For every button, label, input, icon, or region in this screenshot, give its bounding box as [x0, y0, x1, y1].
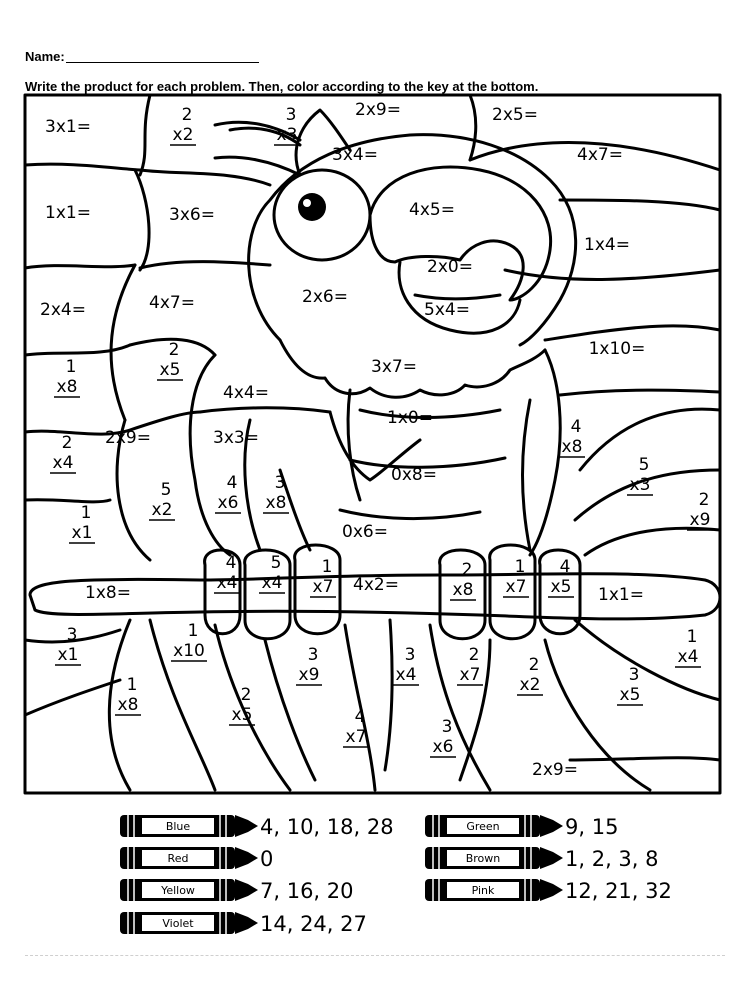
math-problem-p37: [310, 557, 336, 597]
footer-divider: [25, 955, 725, 956]
problem-top-number: 5: [638, 455, 650, 475]
problem-text: 1x4=: [584, 235, 630, 255]
problem-top-number: 3: [628, 665, 640, 685]
crayon-cone: [235, 815, 248, 837]
crayon-color-name: Blue: [165, 820, 191, 833]
key-values: 4, 10, 18, 28: [260, 815, 394, 839]
crayon-tip: [248, 820, 258, 832]
key-entry-red: [120, 847, 273, 871]
instructions: Write the product for each problem. Then, color according to the key at the bottom.: [25, 79, 539, 94]
math-problem-p10: [409, 200, 455, 220]
key-values: 7, 16, 20: [260, 879, 354, 903]
problem-text: 3x6=: [169, 205, 215, 225]
math-problem-p43: [598, 585, 644, 605]
problem-text: 1x1=: [598, 585, 644, 605]
problem-text: 1x1=: [45, 203, 91, 223]
problem-top-number: 3: [285, 105, 297, 125]
math-problem-p30: [263, 473, 289, 513]
problem-top-number: 4: [354, 707, 366, 727]
problem-text: 1x8=: [85, 583, 131, 603]
problem-text: 3x3=: [213, 428, 259, 448]
problem-multiplier: x1: [57, 645, 79, 665]
math-problem-p19: [371, 357, 417, 377]
problem-top-number: 1: [686, 627, 698, 647]
math-problem-p51: [517, 655, 543, 695]
problem-multiplier: x5: [231, 705, 253, 725]
problem-top-number: 2: [240, 685, 252, 705]
math-problem-p36: [259, 553, 285, 593]
crayon-tip: [248, 884, 258, 896]
problem-multiplier: x5: [550, 577, 572, 597]
crayon-cone: [540, 815, 553, 837]
math-problem-p50: [457, 645, 483, 685]
problem-multiplier: x8: [117, 695, 139, 715]
crayon-cone: [235, 847, 248, 869]
crayon-cone: [235, 912, 248, 934]
problem-text: 0x6=: [342, 522, 388, 542]
math-problem-p52: [617, 665, 643, 705]
math-problem-p09: [169, 205, 215, 225]
math-problem-p54: [343, 707, 369, 747]
problem-text: 2x0=: [427, 257, 473, 277]
problem-top-number: 2: [468, 645, 480, 665]
problem-text: 1x10=: [588, 339, 646, 359]
problem-top-number: 3: [274, 473, 286, 493]
problem-top-number: 1: [187, 621, 199, 641]
crayon-tip: [553, 884, 563, 896]
problem-text: 2x4=: [40, 300, 86, 320]
problem-multiplier: x9: [689, 510, 711, 530]
math-problem-p28: [149, 480, 175, 520]
eye-highlight: [303, 199, 311, 207]
math-problem-p48: [296, 645, 322, 685]
problem-multiplier: x3: [276, 125, 298, 145]
problem-multiplier: x6: [432, 737, 454, 757]
math-problem-p41: [548, 557, 574, 597]
math-problem-p27: [627, 455, 653, 495]
problem-multiplier: x4: [261, 573, 283, 593]
math-problem-p05: [492, 105, 538, 125]
math-problem-p04: [355, 100, 401, 120]
math-problem-p46: [675, 627, 701, 667]
problem-top-number: 1: [321, 557, 333, 577]
crayon-tip: [553, 820, 563, 832]
math-problem-p07: [577, 145, 623, 165]
math-problem-p38: [353, 575, 399, 595]
math-problem-p34: [342, 522, 388, 542]
problem-text: 1x0=: [387, 408, 433, 428]
problem-top-number: 3: [441, 717, 453, 737]
math-problem-p23: [50, 433, 76, 473]
crayon-cone: [540, 879, 553, 901]
problem-top-number: 1: [65, 357, 77, 377]
problem-multiplier: x5: [619, 685, 641, 705]
math-problem-p03: [274, 105, 300, 145]
math-problem-p26: [559, 417, 585, 457]
problem-multiplier: x2: [172, 125, 194, 145]
math-problem-p22: [387, 408, 433, 428]
problem-multiplier: x6: [217, 493, 239, 513]
problem-top-number: 2: [528, 655, 540, 675]
crayon-color-name: Violet: [162, 917, 194, 930]
key-values: 14, 24, 27: [260, 912, 367, 936]
math-problem-p45: [171, 621, 207, 661]
problem-text: 0x8=: [391, 465, 437, 485]
key-entry-green: [425, 815, 618, 839]
problem-multiplier: x8: [561, 437, 583, 457]
problem-text: 4x5=: [409, 200, 455, 220]
math-problem-p53: [229, 685, 255, 725]
problem-multiplier: x7: [345, 727, 367, 747]
math-problem-p49: [393, 645, 419, 685]
math-problem-p11: [584, 235, 630, 255]
problem-top-number: 1: [126, 675, 138, 695]
problem-top-number: 4: [570, 417, 582, 437]
math-problem-p29: [215, 473, 241, 513]
problem-multiplier: x8: [56, 377, 78, 397]
problem-top-number: 3: [404, 645, 416, 665]
key-values: 9, 15: [565, 815, 619, 839]
math-problem-p14: [149, 293, 195, 313]
key-values: 12, 21, 32: [565, 879, 672, 903]
problem-multiplier: x4: [216, 573, 238, 593]
problem-multiplier: x3: [629, 475, 651, 495]
problem-multiplier: x7: [459, 665, 481, 685]
key-entry-yellow: [120, 879, 354, 903]
math-problem-p56: [532, 760, 578, 780]
problem-multiplier: x4: [52, 453, 74, 473]
name-label: Name:: [25, 49, 65, 64]
crayon-color-name: Green: [466, 820, 500, 833]
problem-multiplier: x9: [298, 665, 320, 685]
problem-multiplier: x2: [151, 500, 173, 520]
crayon-tip: [248, 852, 258, 864]
key-values: 1, 2, 3, 8: [565, 847, 659, 871]
problem-multiplier: x4: [677, 647, 699, 667]
math-problem-p35: [214, 553, 240, 593]
key-entry-violet: [120, 912, 367, 936]
problem-top-number: 5: [160, 480, 172, 500]
math-problem-p13: [40, 300, 86, 320]
crayon-tip: [553, 852, 563, 864]
problem-top-number: 4: [226, 473, 238, 493]
problem-multiplier: x7: [312, 577, 334, 597]
math-problem-p15: [302, 287, 348, 307]
math-problem-p16: [424, 300, 470, 320]
math-problem-p18: [157, 340, 183, 380]
problem-multiplier: x8: [265, 493, 287, 513]
problem-top-number: 2: [461, 560, 473, 580]
problem-text: 2x5=: [492, 105, 538, 125]
problem-multiplier: x8: [452, 580, 474, 600]
math-problem-p40: [503, 557, 529, 597]
problem-text: 3x1=: [45, 117, 91, 137]
problem-top-number: 3: [66, 625, 78, 645]
crayon-color-name: Yellow: [161, 884, 195, 897]
problem-top-number: 3: [307, 645, 319, 665]
math-problem-p12: [427, 257, 473, 277]
crayon-tip: [248, 917, 258, 929]
problem-top-number: 2: [168, 340, 180, 360]
problem-top-number: 2: [61, 433, 73, 453]
problem-text: 5x4=: [424, 300, 470, 320]
problem-multiplier: x2: [519, 675, 541, 695]
crayon-cone: [540, 847, 553, 869]
math-problem-p17: [54, 357, 80, 397]
key-entry-pink: [425, 879, 672, 903]
eye-pupil: [298, 193, 326, 221]
math-problem-p25: [213, 428, 259, 448]
key-entry-brown: [425, 847, 659, 871]
problem-text: 4x2=: [353, 575, 399, 595]
math-problem-p01: [45, 117, 91, 137]
crayon-color-name: Brown: [465, 852, 501, 865]
math-problem-p21: [223, 383, 269, 403]
math-problem-p08: [45, 203, 91, 223]
crayon-cone: [235, 879, 248, 901]
math-problem-p42: [85, 583, 131, 603]
math-problem-p24: [105, 428, 151, 448]
math-problem-p06: [332, 145, 378, 165]
math-problem-p31: [391, 465, 437, 485]
math-problem-p55: [430, 717, 456, 757]
problem-text: 4x7=: [149, 293, 195, 313]
key-values: 0: [260, 847, 274, 871]
key-entry-blue: [120, 815, 394, 839]
problem-top-number: 1: [80, 503, 92, 523]
color-key: [120, 815, 672, 936]
problem-multiplier: x7: [505, 577, 527, 597]
problem-top-number: 1: [514, 557, 526, 577]
math-problem-p32: [687, 490, 713, 530]
crayon-color-name: Red: [167, 852, 189, 865]
math-problem-p20: [589, 339, 646, 359]
problem-text: 2x9=: [105, 428, 151, 448]
crayon-color-name: Pink: [471, 884, 495, 897]
problem-top-number: 2: [698, 490, 710, 510]
problem-text: 4x4=: [223, 383, 269, 403]
problem-top-number: 5: [270, 553, 282, 573]
problem-top-number: 2: [181, 105, 193, 125]
problem-top-number: 4: [559, 557, 571, 577]
problem-text: 3x4=: [332, 145, 378, 165]
math-problem-p02: [170, 105, 196, 145]
problem-multiplier: x10: [173, 641, 205, 661]
problem-text: 3x7=: [371, 357, 417, 377]
math-problem-p33: [69, 503, 95, 543]
problem-text: 2x9=: [532, 760, 578, 780]
problem-multiplier: x5: [159, 360, 181, 380]
problem-text: 2x6=: [302, 287, 348, 307]
math-problem-p39: [450, 560, 476, 600]
problem-multiplier: x4: [395, 665, 417, 685]
problem-multiplier: x1: [71, 523, 93, 543]
problem-top-number: 4: [225, 553, 237, 573]
problem-text: 2x9=: [355, 100, 401, 120]
problem-text: 4x7=: [577, 145, 623, 165]
math-problem-p44: [55, 625, 81, 665]
